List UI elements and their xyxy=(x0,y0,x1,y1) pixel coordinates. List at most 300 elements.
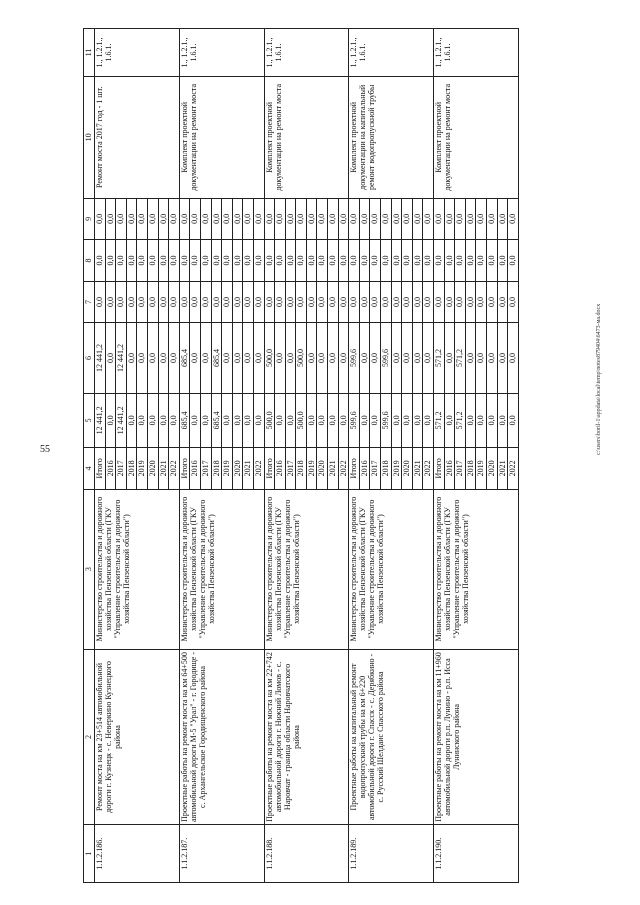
regional-budget-value: 0,0 xyxy=(243,323,254,392)
column-header: 7 xyxy=(84,281,95,323)
page-number: 55 xyxy=(40,444,50,455)
regional-budget-value: 0,0 xyxy=(275,323,286,392)
expected-result: Комплект проектной документации на ремонт моста xyxy=(434,77,519,199)
extra-budget-value: 0,0 xyxy=(466,199,477,240)
expected-result: Комплект проектной документации на ремонт моста xyxy=(179,77,264,199)
extra-budget-value: 0,0 xyxy=(498,199,509,240)
year-cell-value: 2018 xyxy=(212,448,223,489)
local-budget-value: 0,0 xyxy=(233,240,244,281)
table-row xyxy=(179,29,264,883)
federal-budget-value: 0,0 xyxy=(180,282,191,323)
table-row xyxy=(434,29,519,883)
federal-budget-value: 0,0 xyxy=(159,282,170,323)
year-cell-value: 2020 xyxy=(233,448,244,489)
column-header: 3 xyxy=(84,489,95,649)
federal-budget-value: 0,0 xyxy=(253,297,263,308)
expected-result: Комплект проектной документации на ремонт моста xyxy=(264,77,349,199)
regional-budget-value: 0,0 xyxy=(307,323,318,392)
total-funding-value: 571,2 xyxy=(434,394,445,447)
total-funding-value: 0,0 xyxy=(253,415,263,426)
federal-budget-value: 0,0 xyxy=(222,282,233,323)
year-cell-value: 2020 xyxy=(317,448,328,489)
regional-budget xyxy=(349,323,434,393)
year-cell-value: 2020 xyxy=(487,448,498,489)
federal-budget-value: 0,0 xyxy=(381,282,392,323)
federal-budget-value: 0,0 xyxy=(243,282,254,323)
expected-result: Ремонт моста 2017 год - 1 шт. xyxy=(95,77,180,199)
year-cell-value: 2016 xyxy=(106,448,117,489)
extra-budget-value: 0,0 xyxy=(349,199,360,240)
regional-budget-value: 0,0 xyxy=(233,323,244,392)
total-funding-value: 599,6 xyxy=(381,394,392,447)
indicator-refs: 1., 1.2.1., 1.6.1. xyxy=(95,29,180,77)
expected-result: Комплект проектной документации на капитальный ремонт водопропускной трубы xyxy=(349,77,434,199)
federal-budget xyxy=(434,281,519,323)
local-budget-value: 0,0 xyxy=(360,240,371,281)
federal-budget-value: 0,0 xyxy=(307,282,318,323)
federal-budget-value: 0,0 xyxy=(233,282,244,323)
total-funding-value: 0,0 xyxy=(243,394,254,447)
regional-budget-value: 599,6 xyxy=(349,323,360,392)
table-row xyxy=(95,29,180,883)
extra-budget-value: 0,0 xyxy=(286,199,297,240)
executor: Министерство строительства и дорожного хозяйства Пензенской области (ГКУ "Управление строительства и дорожного хозяйства Пензенской области") xyxy=(349,489,434,649)
federal-budget xyxy=(179,281,264,323)
local-budget-value: 0,0 xyxy=(476,240,487,281)
federal-budget-value: 0,0 xyxy=(137,282,148,323)
local-budget-value: 0,0 xyxy=(498,240,509,281)
regional-budget-value: 0,0 xyxy=(159,323,170,392)
rotated-table-wrapper xyxy=(83,28,618,883)
extra-budget-value: 0,0 xyxy=(169,213,179,224)
local-budget-value: 0,0 xyxy=(180,240,191,281)
extra-budget-value: 0,0 xyxy=(476,199,487,240)
federal-budget-value: 0,0 xyxy=(402,282,413,323)
regional-budget-value: 0,0 xyxy=(286,323,297,392)
regional-budget-value: 0,0 xyxy=(466,323,477,392)
local-budget xyxy=(264,240,349,282)
regional-budget-value: 0,0 xyxy=(190,323,201,392)
extra-budget-value: 0,0 xyxy=(222,199,233,240)
extra-budget-value: 0,0 xyxy=(212,199,223,240)
total-funding-value: 0,0 xyxy=(286,394,297,447)
column-header: 2 xyxy=(84,649,95,825)
total-funding-value: 0,0 xyxy=(127,394,138,447)
regional-budget-value: 571,2 xyxy=(434,323,445,392)
total-funding-value: 0,0 xyxy=(307,394,318,447)
extra-budget-value: 0,0 xyxy=(317,199,328,240)
total-funding-value: 0,0 xyxy=(328,394,339,447)
column-header: 4 xyxy=(84,448,95,490)
total-funding-value: 0,0 xyxy=(476,394,487,447)
local-budget-value: 0,0 xyxy=(423,255,433,266)
local-budget-value: 0,0 xyxy=(286,240,297,281)
local-budget-value: 0,0 xyxy=(201,240,212,281)
local-budget-value: 0,0 xyxy=(169,255,179,266)
regional-budget-value: 0,0 xyxy=(508,353,518,363)
federal-budget-value: 0,0 xyxy=(445,282,456,323)
extra-budget-value: 0,0 xyxy=(445,199,456,240)
total-funding-value: 0,0 xyxy=(159,394,170,447)
total-funding-value: 0,0 xyxy=(360,394,371,447)
federal-budget-value: 0,0 xyxy=(116,282,127,323)
federal-budget-value: 0,0 xyxy=(349,282,360,323)
table-row xyxy=(349,29,434,883)
extra-budget-value: 0,0 xyxy=(201,199,212,240)
local-budget-value: 0,0 xyxy=(159,240,170,281)
regional-budget-value: 12 441,2 xyxy=(116,323,127,392)
local-budget xyxy=(95,240,180,282)
local-budget-value: 0,0 xyxy=(296,240,307,281)
year-cell-value: 2018 xyxy=(127,448,138,489)
extra-budget-value: 0,0 xyxy=(392,199,403,240)
total-funding-value: 599,6 xyxy=(349,394,360,447)
column-header: 9 xyxy=(84,198,95,240)
regional-budget-value: 0,0 xyxy=(148,323,159,392)
local-budget-value: 0,0 xyxy=(307,240,318,281)
extra-budget xyxy=(349,198,434,240)
year-cell-value: 2022 xyxy=(253,460,263,477)
extra-budget-value: 0,0 xyxy=(137,199,148,240)
extra-budget-value: 0,0 xyxy=(127,199,138,240)
federal-budget-value: 0,0 xyxy=(455,282,466,323)
column-header: 11 xyxy=(84,29,95,77)
footer-file-path: c:\users\boril-1\appdata\local\temp\notes879404\6473-ма.docx xyxy=(596,303,602,455)
regional-budget-value: 0,0 xyxy=(317,323,328,392)
regional-budget-value: 0,0 xyxy=(338,353,348,363)
local-budget xyxy=(434,240,519,282)
row-id: 1.1.2.188. xyxy=(264,825,349,883)
total-funding-value: 0,0 xyxy=(498,394,509,447)
year-cell-value: 2017 xyxy=(370,448,381,489)
year-cell-value: 2016 xyxy=(190,448,201,489)
extra-budget-value: 0,0 xyxy=(487,199,498,240)
extra-budget-value: 0,0 xyxy=(455,199,466,240)
local-budget-value: 0,0 xyxy=(508,255,518,266)
total-funding-value: 571,2 xyxy=(455,394,466,447)
regional-budget-value: 0,0 xyxy=(328,323,339,392)
federal-budget-value: 0,0 xyxy=(275,282,286,323)
column-header: 10 xyxy=(84,77,95,199)
local-budget-value: 0,0 xyxy=(381,240,392,281)
year-cell-value: 2017 xyxy=(201,448,212,489)
extra-budget-value: 0,0 xyxy=(307,199,318,240)
year-cell-value: 2018 xyxy=(296,448,307,489)
extra-budget xyxy=(434,198,519,240)
extra-budget-value: 0,0 xyxy=(148,199,159,240)
local-budget xyxy=(179,240,264,282)
local-budget-value: 0,0 xyxy=(116,240,127,281)
total-funding-value: 0,0 xyxy=(137,394,148,447)
local-budget-value: 0,0 xyxy=(253,255,263,266)
extra-budget-value: 0,0 xyxy=(296,199,307,240)
year-cell-value: 2022 xyxy=(423,460,433,477)
extra-budget-value: 0,0 xyxy=(190,199,201,240)
year-cell-value: 2020 xyxy=(148,448,159,489)
regional-budget-value: 571,2 xyxy=(455,323,466,392)
year-cell-value: Итого xyxy=(434,448,445,489)
total-funding-value: 0,0 xyxy=(402,394,413,447)
federal-budget-value: 0,0 xyxy=(360,282,371,323)
local-budget-value: 0,0 xyxy=(328,240,339,281)
column-header: 5 xyxy=(84,393,95,447)
local-budget-value: 0,0 xyxy=(466,240,477,281)
year-cell-value: Итого xyxy=(95,448,106,489)
local-budget-value: 0,0 xyxy=(317,240,328,281)
total-funding xyxy=(95,393,180,447)
extra-budget xyxy=(179,198,264,240)
regional-budget-value: 0,0 xyxy=(423,353,433,363)
regional-budget-value: 0,0 xyxy=(413,323,424,392)
regional-budget-value: 685,4 xyxy=(212,323,223,392)
federal-budget xyxy=(95,281,180,323)
indicator-refs: 1., 1.2.1., 1.6.1. xyxy=(434,29,519,77)
federal-budget-value: 0,0 xyxy=(476,282,487,323)
year-cell-value: 2022 xyxy=(338,460,348,477)
federal-budget-value: 0,0 xyxy=(434,282,445,323)
regional-budget-value: 0,0 xyxy=(476,323,487,392)
local-budget-value: 0,0 xyxy=(243,240,254,281)
extra-budget-value: 0,0 xyxy=(370,199,381,240)
regional-budget-value: 500,0 xyxy=(265,323,276,392)
year-cell-value: 2022 xyxy=(169,460,179,477)
year-cell-value: 2019 xyxy=(392,448,403,489)
regional-budget-value: 0,0 xyxy=(498,323,509,392)
total-funding-value: 0,0 xyxy=(392,394,403,447)
regional-budget xyxy=(95,323,180,393)
total-funding-value: 12 441,2 xyxy=(95,394,106,447)
total-funding-value: 0,0 xyxy=(423,415,433,426)
local-budget-value: 0,0 xyxy=(445,240,456,281)
extra-budget-value: 0,0 xyxy=(360,199,371,240)
total-funding-value: 0,0 xyxy=(487,394,498,447)
year-cell-value: 2017 xyxy=(455,448,466,489)
federal-budget-value: 0,0 xyxy=(286,282,297,323)
total-funding-value: 0,0 xyxy=(148,394,159,447)
column-header: 6 xyxy=(84,323,95,393)
year-cell-value: 2021 xyxy=(243,448,254,489)
regional-budget-value: 0,0 xyxy=(253,353,263,363)
regional-budget-value: 0,0 xyxy=(137,323,148,392)
extra-budget-value: 0,0 xyxy=(180,199,191,240)
extra-budget-value: 0,0 xyxy=(243,199,254,240)
federal-budget-value: 0,0 xyxy=(265,282,276,323)
regional-budget-value: 0,0 xyxy=(222,323,233,392)
local-budget-value: 0,0 xyxy=(338,255,348,266)
column-header: 1 xyxy=(84,825,95,883)
federal-budget-value: 0,0 xyxy=(392,282,403,323)
year-cell-value: Итого xyxy=(180,448,191,489)
total-funding-value: 0,0 xyxy=(338,415,348,426)
extra-budget-value: 0,0 xyxy=(95,199,106,240)
federal-budget-value: 0,0 xyxy=(190,282,201,323)
total-funding-value: 0,0 xyxy=(445,394,456,447)
year-cell xyxy=(179,448,264,490)
local-budget-value: 0,0 xyxy=(402,240,413,281)
extra-budget-value: 0,0 xyxy=(233,199,244,240)
measure-name: Проектные работы на ремонт моста на км 22+742 автомобильной дороги г. Нижний Ломов - с. Наровчат - граница области Наровчатского района xyxy=(264,649,349,825)
federal-budget-value: 0,0 xyxy=(148,282,159,323)
extra-budget-value: 0,0 xyxy=(106,199,117,240)
extra-budget-value: 0,0 xyxy=(508,213,518,224)
year-cell-value: Итого xyxy=(265,448,276,489)
regional-budget-value: 685,4 xyxy=(180,323,191,392)
year-cell-value: 2016 xyxy=(275,448,286,489)
extra-budget-value: 0,0 xyxy=(423,213,433,224)
executor: Министерство строительства и дорожного хозяйства Пензенской области (ГКУ "Управление строительства и дорожного хозяйства Пензенской области") xyxy=(264,489,349,649)
federal-budget-value: 0,0 xyxy=(487,282,498,323)
extra-budget-value: 0,0 xyxy=(116,199,127,240)
indicator-refs: 1., 1.2.1., 1.6.1. xyxy=(264,29,349,77)
year-cell-value: 2017 xyxy=(286,448,297,489)
federal-budget-value: 0,0 xyxy=(317,282,328,323)
federal-budget xyxy=(264,281,349,323)
local-budget-value: 0,0 xyxy=(265,240,276,281)
federal-budget-value: 0,0 xyxy=(212,282,223,323)
year-cell-value: 2016 xyxy=(360,448,371,489)
total-funding-value: 0,0 xyxy=(275,394,286,447)
local-budget-value: 0,0 xyxy=(392,240,403,281)
year-cell-value: 2017 xyxy=(116,448,127,489)
total-funding-value: 500,0 xyxy=(296,394,307,447)
federal-budget-value: 0,0 xyxy=(413,282,424,323)
year-cell-value: 2022 xyxy=(508,460,518,477)
local-budget-value: 0,0 xyxy=(413,240,424,281)
local-budget-value: 0,0 xyxy=(212,240,223,281)
regional-budget-value: 0,0 xyxy=(487,323,498,392)
total-funding xyxy=(434,393,519,447)
regional-budget-value: 0,0 xyxy=(392,323,403,392)
extra-budget-value: 0,0 xyxy=(434,199,445,240)
regional-budget xyxy=(179,323,264,393)
regional-budget-value: 0,0 xyxy=(106,323,117,392)
year-cell-value: Итого xyxy=(349,448,360,489)
total-funding-value: 0,0 xyxy=(508,415,518,426)
total-funding xyxy=(264,393,349,447)
indicator-refs: 1., 1.2.1., 1.6.1. xyxy=(179,29,264,77)
federal-budget-value: 0,0 xyxy=(370,282,381,323)
program-table xyxy=(83,28,519,883)
extra-budget-value: 0,0 xyxy=(328,199,339,240)
row-id: 1.1.2.186. xyxy=(95,825,180,883)
local-budget-value: 0,0 xyxy=(455,240,466,281)
executor: Министерство строительства и дорожного хозяйства Пензенской области (ГКУ "Управление строительства и дорожного хозяйства Пензенской области") xyxy=(434,489,519,649)
year-cell-value: 2019 xyxy=(222,448,233,489)
regional-budget-value: 0,0 xyxy=(127,323,138,392)
executor: Министерство строительства и дорожного хозяйства Пензенской области (ГКУ "Управление строительства и дорожного хозяйства Пензенской области") xyxy=(95,489,180,649)
extra-budget-value: 0,0 xyxy=(381,199,392,240)
year-cell xyxy=(434,448,519,490)
year-cell-value: 2020 xyxy=(402,448,413,489)
year-cell-value: 2016 xyxy=(445,448,456,489)
measure-name: Проектные работы на ремонт моста на км 11+960 автомобильной дороги р.п. Лунино - р.п. Исса Лунинского района xyxy=(434,649,519,825)
extra-budget-value: 0,0 xyxy=(253,213,263,224)
local-budget-value: 0,0 xyxy=(275,240,286,281)
regional-budget-value: 0,0 xyxy=(370,323,381,392)
federal-budget-value: 0,0 xyxy=(466,282,477,323)
total-funding-value: 0,0 xyxy=(466,394,477,447)
federal-budget-value: 0,0 xyxy=(328,282,339,323)
total-funding-value: 0,0 xyxy=(201,394,212,447)
total-funding-value: 0,0 xyxy=(106,394,117,447)
year-cell xyxy=(95,448,180,490)
indicator-refs: 1., 1.2.1., 1.6.1. xyxy=(349,29,434,77)
local-budget-value: 0,0 xyxy=(487,240,498,281)
local-budget-value: 0,0 xyxy=(434,240,445,281)
year-cell-value: 2021 xyxy=(498,448,509,489)
local-budget-value: 0,0 xyxy=(137,240,148,281)
year-cell xyxy=(264,448,349,490)
federal-budget-value: 0,0 xyxy=(423,297,433,308)
extra-budget-value: 0,0 xyxy=(338,213,348,224)
column-number-row xyxy=(84,29,95,883)
measure-name: Ремонт моста на км 23+514 автомобильной дороги г. Кузнецк - с. Неверкино Кузнецкого района xyxy=(95,649,180,825)
row-id: 1.1.2.187. xyxy=(179,825,264,883)
total-funding-value: 12 441,2 xyxy=(116,394,127,447)
executor: Министерство строительства и дорожного хозяйства Пензенской области (ГКУ "Управление строительства и дорожного хозяйства Пензенской области") xyxy=(179,489,264,649)
year-cell xyxy=(349,448,434,490)
federal-budget-value: 0,0 xyxy=(508,297,518,308)
year-cell-value: 2018 xyxy=(466,448,477,489)
regional-budget-value: 500,0 xyxy=(296,323,307,392)
federal-budget xyxy=(349,281,434,323)
extra-budget xyxy=(264,198,349,240)
extra-budget-value: 0,0 xyxy=(159,199,170,240)
federal-budget-value: 0,0 xyxy=(498,282,509,323)
local-budget-value: 0,0 xyxy=(222,240,233,281)
regional-budget-value: 12 441,2 xyxy=(95,323,106,392)
table-row xyxy=(264,29,349,883)
regional-budget-value: 0,0 xyxy=(201,323,212,392)
extra-budget xyxy=(95,198,180,240)
federal-budget-value: 0,0 xyxy=(106,282,117,323)
local-budget xyxy=(349,240,434,282)
year-cell-value: 2019 xyxy=(476,448,487,489)
total-funding-value: 0,0 xyxy=(190,394,201,447)
extra-budget-value: 0,0 xyxy=(275,199,286,240)
regional-budget xyxy=(434,323,519,393)
total-funding-value: 685,4 xyxy=(212,394,223,447)
total-funding-value: 0,0 xyxy=(169,415,179,426)
extra-budget-value: 0,0 xyxy=(265,199,276,240)
local-budget-value: 0,0 xyxy=(95,240,106,281)
local-budget-value: 0,0 xyxy=(190,240,201,281)
year-cell-value: 2019 xyxy=(137,448,148,489)
total-funding xyxy=(179,393,264,447)
year-cell-value: 2019 xyxy=(307,448,318,489)
regional-budget-value: 0,0 xyxy=(169,353,179,363)
total-funding-value: 0,0 xyxy=(222,394,233,447)
row-id: 1.1.2.190. xyxy=(434,825,519,883)
local-budget-value: 0,0 xyxy=(370,240,381,281)
total-funding-value: 0,0 xyxy=(233,394,244,447)
federal-budget-value: 0,0 xyxy=(169,297,179,308)
local-budget-value: 0,0 xyxy=(148,240,159,281)
regional-budget xyxy=(264,323,349,393)
regional-budget-value: 0,0 xyxy=(402,323,413,392)
extra-budget-value: 0,0 xyxy=(402,199,413,240)
total-funding-value: 685,4 xyxy=(180,394,191,447)
row-id: 1.1.2.189. xyxy=(349,825,434,883)
year-cell-value: 2018 xyxy=(381,448,392,489)
measure-name: Проектные работы на ремонт моста на км 64+500 автомобильной дороги М-5 "Урал" - г. Городище - с. Архангельское Городищенского района xyxy=(179,649,264,825)
total-funding-value: 500,0 xyxy=(265,394,276,447)
year-cell-value: 2021 xyxy=(328,448,339,489)
federal-budget-value: 0,0 xyxy=(127,282,138,323)
column-header: 8 xyxy=(84,240,95,282)
local-budget-value: 0,0 xyxy=(106,240,117,281)
federal-budget-value: 0,0 xyxy=(95,282,106,323)
